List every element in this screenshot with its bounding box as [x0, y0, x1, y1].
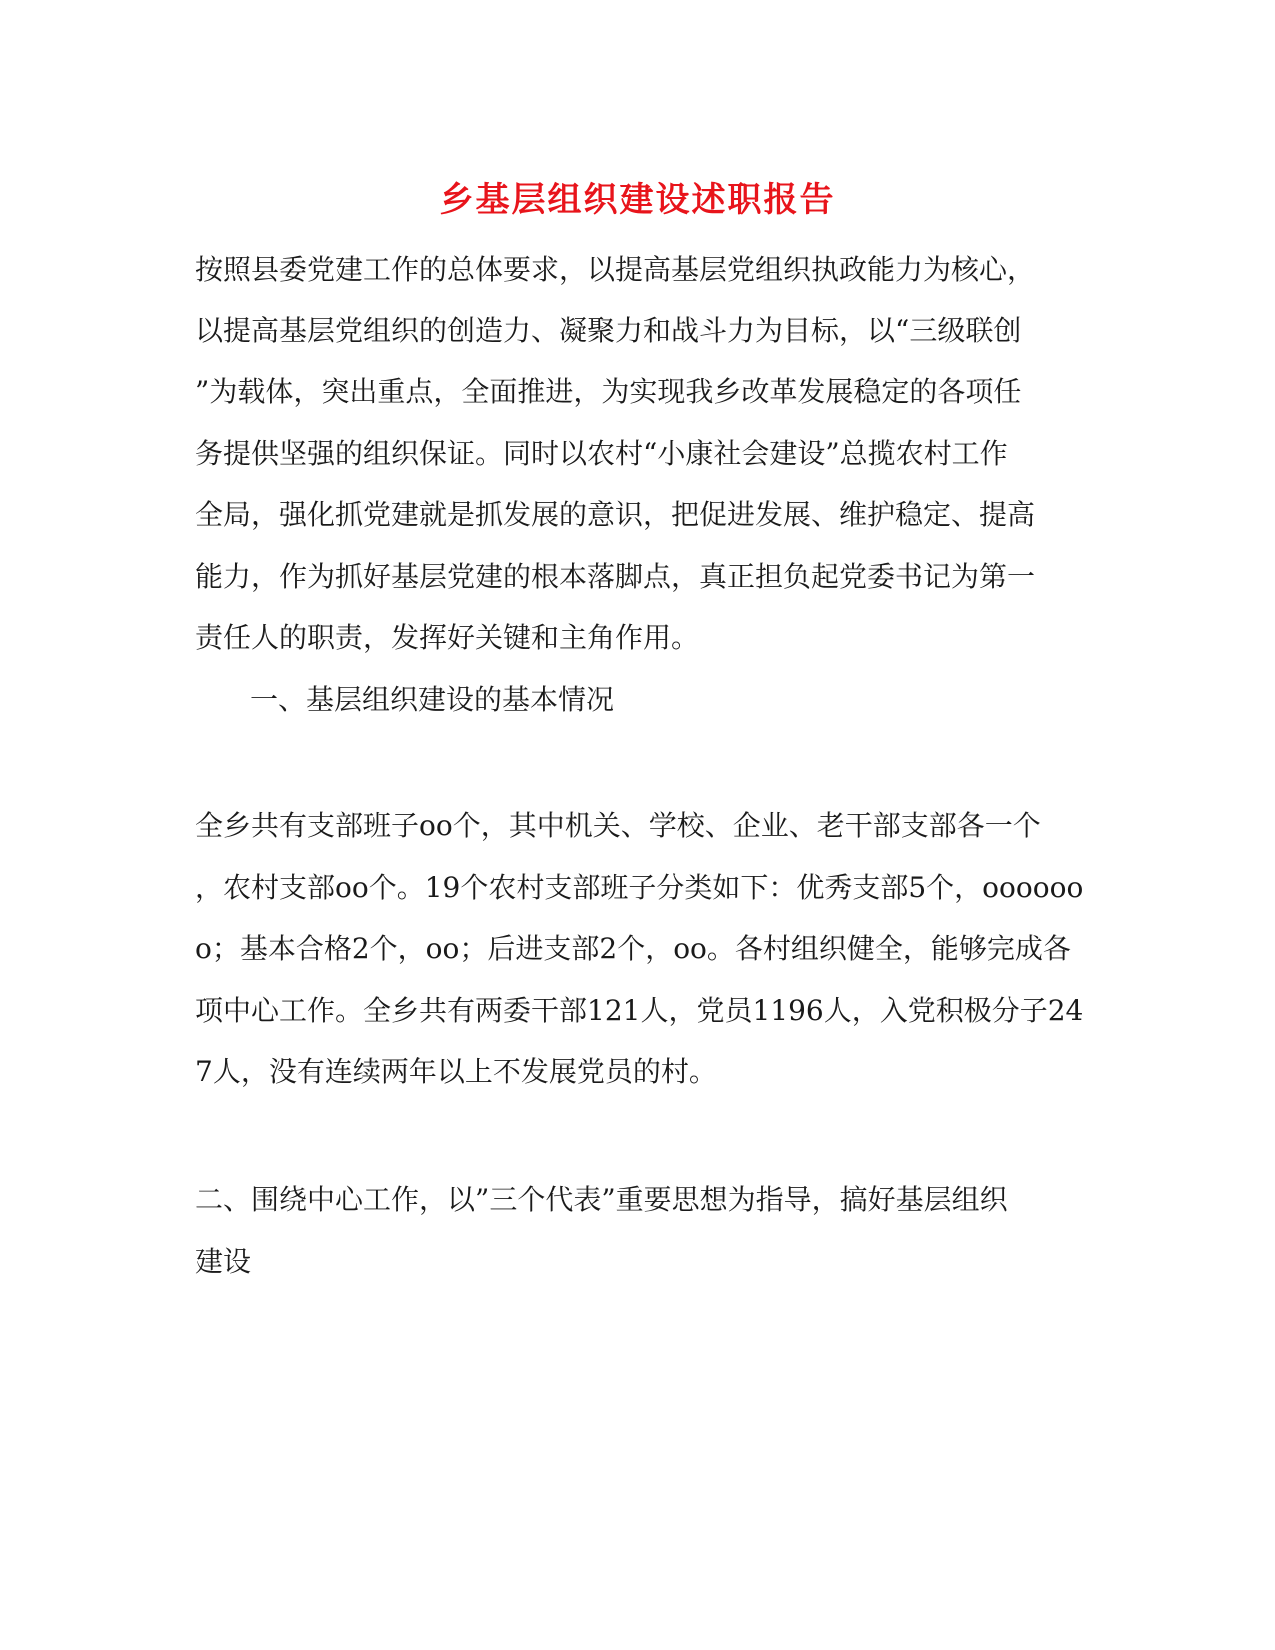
paragraph-line: 以提高基层党组织的创造力、凝聚力和战斗力为目标，以“三级联创 — [195, 314, 1022, 347]
paragraph-line: 全局，强化抓党建就是抓发展的意识，把促进发展、维护稳定、提高 — [195, 498, 1036, 531]
paragraph-line: 项中心工作。全乡共有两委干部121人，党员1196人，入党积极分子24 — [195, 994, 1084, 1027]
paragraph-line: 务提供坚强的组织保证。同时以农村“小康社会建设”总揽农村工作 — [195, 437, 1008, 470]
section-heading: 一、基层组织建设的基本情况 — [250, 683, 615, 716]
paragraph-line: 责任人的职责，发挥好关键和主角作用。 — [195, 621, 700, 654]
paragraph-line: 能力，作为抓好基层党建的根本落脚点，真正担负起党委书记为第一 — [195, 560, 1036, 593]
section-heading: 建设 — [195, 1245, 252, 1278]
section-heading: 二、围绕中心工作，以”三个代表”重要思想为指导，搞好基层组织 — [195, 1183, 1008, 1216]
paragraph-line: 按照县委党建工作的总体要求，以提高基层党组织执政能力为核心， — [195, 253, 1036, 286]
paragraph-line: 全乡共有支部班子oo个，其中机关、学校、企业、老干部支部各一个 — [195, 809, 1041, 842]
paragraph-line: ”为载体，突出重点，全面推进，为实现我乡改革发展稳定的各项任 — [195, 375, 1022, 408]
paragraph-line: o；基本合格2个，oo；后进支部2个，oo。各村组织健全，能够完成各 — [195, 932, 1071, 965]
document-title: 乡基层组织建设述职报告 — [439, 180, 836, 220]
paragraph-line: 7人，没有连续两年以上不发展党员的村。 — [195, 1055, 717, 1088]
paragraph-line: ，农村支部oo个。19个农村支部班子分类如下：优秀支部5个，oooooo — [195, 871, 1084, 904]
